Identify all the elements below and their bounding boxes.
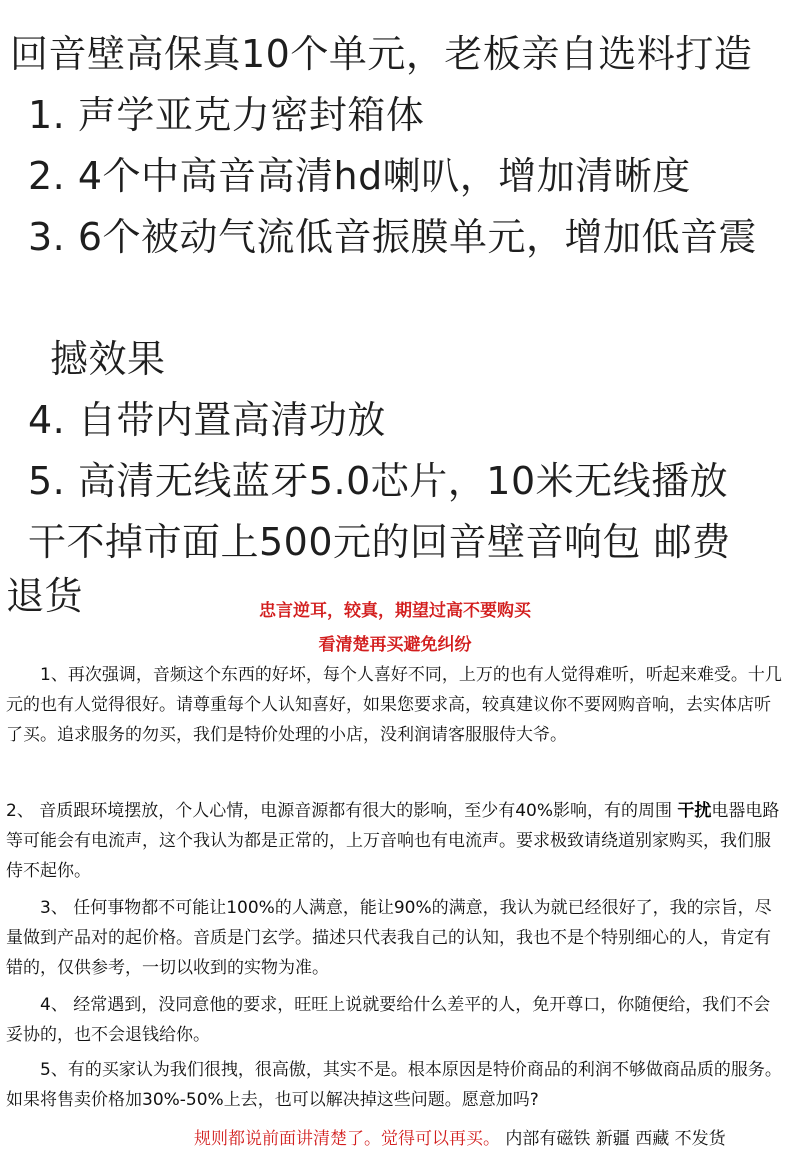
product-title: 回音壁高保真10个单元，老板亲自选料打造	[10, 32, 753, 76]
footer-note	[194, 1124, 726, 1149]
notice-line-1: 忠言逆耳，较真，期望过高不要购买	[259, 601, 531, 621]
feature-item-3: 3. 6个被动气流低音振膜单元，增加低音震	[28, 215, 758, 259]
paragraph-2-rest: 电器电路等可能会有电流声，这个我认为都是正常的，上万音响也有电流声。要求极致请绕道别家购买，我们服侍不起你。	[6, 801, 780, 881]
paragraph-2-text: 2、 音质跟环境摆放，个人心情，电源音源都有很大的影响，至少有40%影响，有的周围	[6, 801, 678, 821]
paragraph-2-bold: 干扰	[677, 801, 712, 821]
paragraph-5: 5、有的买家认为我们很拽，很高傲，其实不是。根本原因是特价商品的利润不够做商品质的服务。如果将售卖价格加30%-50%上去，也可以解决掉这些问题。愿意加吗?	[6, 1060, 782, 1110]
promo-line: 干不掉市面上500元的回音壁音响包 邮费	[28, 520, 731, 564]
feature-item-5: 5. 高清无线蓝牙5.0芯片，10米无线播放	[28, 459, 729, 503]
paragraph-2	[6, 796, 784, 886]
footer-rule-text: 规则都说前面讲清楚了。觉得可以再买。	[194, 1129, 500, 1149]
paragraph-4: 4、 经常遇到，没同意他的要求，旺旺上说就要给什么差平的人，免开尊口，你随便给，我们不会妥协的，也不会退钱给你。	[6, 995, 771, 1045]
feature-item-1: 1. 声学亚克力密封箱体	[28, 93, 425, 137]
notice-line-2: 看清楚再买避免纠纷	[318, 635, 472, 655]
footer-shipping-text: 内部有磁铁 新疆 西藏 不发货	[505, 1129, 726, 1149]
feature-item-4: 4. 自带内置高清功放	[28, 398, 386, 442]
promo-line-cut: 退货	[6, 574, 84, 618]
paragraph-1: 1、再次强调，音频这个东西的好坏，每个人喜好不同，上万的也有人觉得难听，听起来难受。十几元的也有人觉得很好。请尊重每个人认知喜好，如果您要求高，较真建议你不要网购音响，去实体店听了买。追求服务的勿买，我们是特价处理的小店，没利润请客服服侍大爷。	[6, 665, 782, 745]
feature-item-2: 2. 4个中高音高清hd喇叭，增加清晰度	[28, 154, 691, 198]
feature-item-3-continued: 撼效果	[50, 337, 166, 381]
paragraph-3: 3、 任何事物都不可能让100%的人满意，能让90%的满意，我认为就已经很好了，我的宗旨，尽量做到产品对的起价格。音质是门玄学。描述只代表我自己的认知，我也不是个特别细心的人，肯定有错的，仅供参考，一切以收到的实物为准。	[6, 898, 772, 978]
